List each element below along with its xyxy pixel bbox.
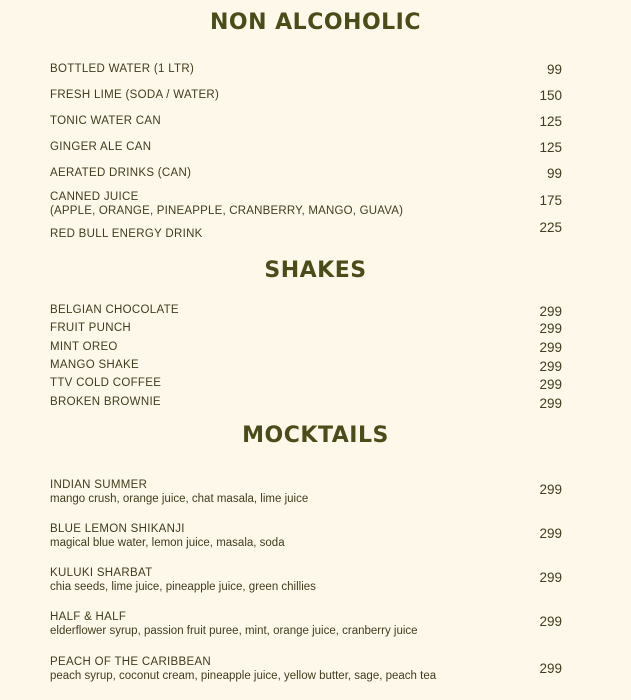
section-title-shakes: SHAKES: [264, 258, 367, 283]
item-name: CANNED JUICE: [50, 191, 139, 203]
item-price: 299: [539, 304, 562, 319]
menu-item: [50, 340, 570, 354]
menu-item: [50, 88, 570, 102]
item-price: 299: [539, 661, 562, 676]
menu-item: [50, 114, 570, 128]
item-price: 299: [539, 482, 562, 497]
item-name: INDIAN SUMMER: [50, 479, 148, 491]
item-price: 99: [546, 62, 562, 77]
item-price: 299: [539, 614, 562, 629]
item-price: 299: [539, 321, 562, 336]
item-description: peach syrup, coconut cream, pineapple juice, yellow butter, sage, peach tea: [50, 670, 437, 682]
item-name: AERATED DRINKS (CAN): [50, 167, 192, 179]
item-name: FRUIT PUNCH: [50, 322, 132, 334]
item-name: TONIC WATER CAN: [50, 115, 161, 127]
item-name: BELGIAN CHOCOLATE: [50, 304, 179, 316]
item-price: 150: [539, 88, 562, 103]
item-description: (APPLE, ORANGE, PINEAPPLE, CRANBERRY, MANGO, GUAVA): [50, 205, 404, 217]
item-price: 299: [539, 396, 562, 411]
menu-item: [50, 655, 570, 683]
item-name: RED BULL ENERGY DRINK: [50, 228, 203, 240]
item-price: 125: [539, 114, 562, 129]
menu-item: [50, 303, 570, 317]
menu-item: [50, 166, 570, 180]
menu-item: [50, 62, 570, 76]
item-name: MANGO SHAKE: [50, 359, 139, 371]
item-price: 299: [539, 526, 562, 541]
item-description: mango crush, orange juice, chat masala, lime juice: [50, 493, 309, 505]
menu-item: [50, 522, 570, 550]
menu-item: [50, 395, 570, 409]
item-name: BLUE LEMON SHIKANJI: [50, 523, 185, 535]
item-description: magical blue water, lemon juice, masala, soda: [50, 537, 285, 549]
menu-item: [50, 190, 570, 218]
item-name: PEACH OF THE CARIBBEAN: [50, 656, 212, 668]
menu-item: [50, 478, 570, 506]
item-price: 299: [539, 377, 562, 392]
section-title-mocktails: MOCKTAILS: [242, 423, 389, 448]
item-price: 175: [539, 193, 562, 208]
item-description: chia seeds, lime juice, pineapple juice, green chillies: [50, 581, 316, 593]
menu-item: [50, 140, 570, 154]
menu-item: [50, 358, 570, 372]
item-name: KULUKI SHARBAT: [50, 567, 153, 579]
item-price: 125: [539, 140, 562, 155]
section-title-non-alcoholic: NON ALCOHOLIC: [209, 10, 422, 35]
item-price: 299: [539, 340, 562, 355]
item-name: BOTTLED WATER (1 LTR): [50, 63, 195, 75]
item-price: 99: [546, 166, 562, 181]
menu-item: [50, 376, 570, 390]
item-price: 299: [539, 570, 562, 585]
menu-item: [50, 321, 570, 335]
item-name: HALF & HALF: [50, 611, 127, 623]
item-name: FRESH LIME (SODA / WATER): [50, 89, 220, 101]
item-price: 299: [539, 359, 562, 374]
item-name: GINGER ALE CAN: [50, 141, 152, 153]
item-description: elderflower syrup, passion fruit puree, mint, orange juice, cranberry juice: [50, 625, 418, 637]
item-name: BROKEN BROWNIE: [50, 396, 161, 408]
menu-item: [50, 220, 570, 241]
item-price: 225: [539, 220, 562, 235]
menu-item: [50, 610, 570, 638]
item-name: MINT OREO: [50, 341, 118, 353]
item-name: TTV COLD COFFEE: [50, 377, 162, 389]
menu-item: [50, 566, 570, 594]
